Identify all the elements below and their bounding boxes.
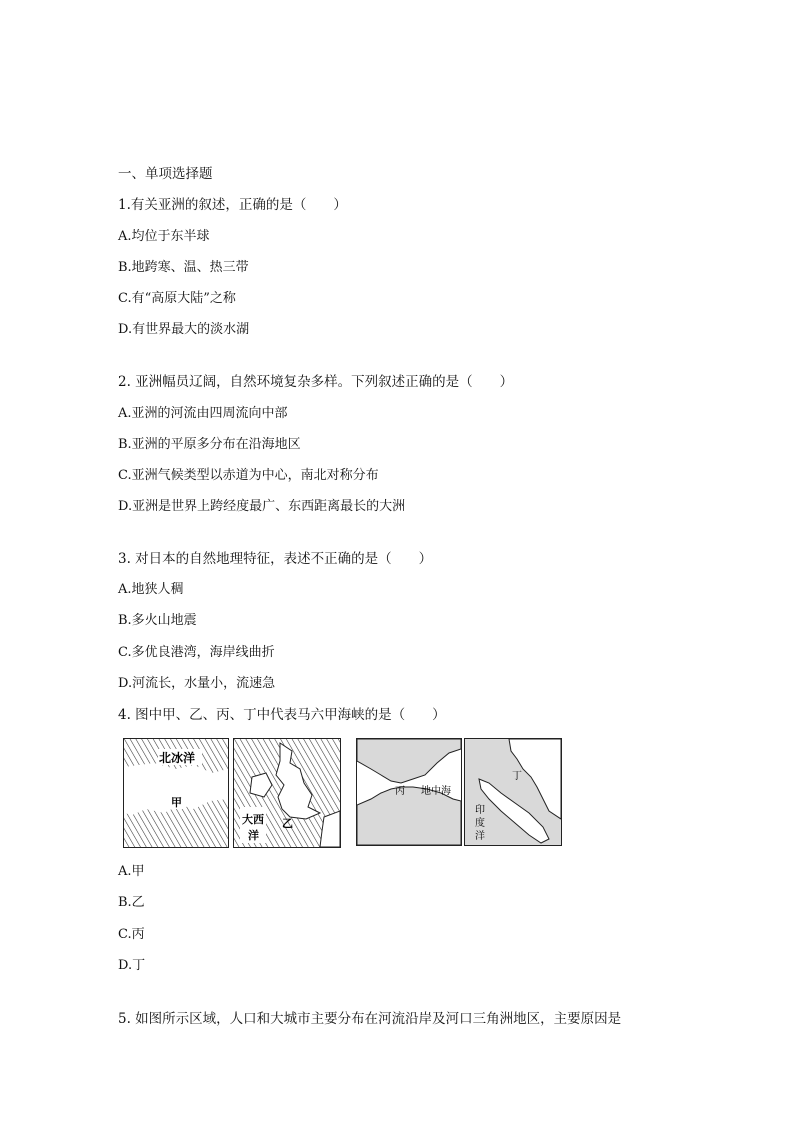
question-3-stem: 3. 对日本的自然地理特征，表述不正确的是（ ）: [118, 551, 433, 567]
map-4-sea-label-3: 洋: [475, 831, 485, 842]
q4-option-c[interactable]: C.丙: [118, 927, 145, 942]
q4-option-a[interactable]: A.甲: [118, 864, 145, 879]
map-2-atlantic: [233, 738, 341, 848]
q1-option-d[interactable]: D.有世界最大的淡水湖: [118, 322, 250, 337]
map-4-sea-label-1: 印: [475, 805, 485, 816]
q2-option-b[interactable]: B.亚洲的平原多分布在沿海地区: [118, 437, 301, 452]
q4-option-b[interactable]: B.乙: [118, 895, 145, 910]
map-2-point-label: 乙: [282, 817, 293, 830]
map-3-sea-label: 地中海: [421, 786, 451, 797]
map-1-point-label: 甲: [171, 796, 182, 809]
map-2-sea-label-1: 大西: [242, 813, 264, 826]
q3-option-d[interactable]: D.河流长，水量小，流速急: [118, 676, 276, 691]
q1-option-a[interactable]: A.均位于东半球: [118, 229, 210, 244]
map-4-point-label: 丁: [512, 771, 522, 782]
q2-option-c[interactable]: C.亚洲气候类型以赤道为中心，南北对称分布: [118, 468, 379, 483]
q1-option-c[interactable]: C.有“高原大陆”之称: [118, 291, 236, 306]
map-2-sea-label-2: 洋: [248, 829, 259, 842]
map-4-indian-ocean: [464, 738, 562, 846]
map-3-point-label: 丙: [395, 786, 405, 797]
q3-option-a[interactable]: A.地狭人稠: [118, 582, 184, 597]
map-1-arctic: [123, 738, 229, 848]
question-4-stem: 4. 图中甲、乙、丙、丁中代表马六甲海峡的是（ ）: [118, 707, 446, 723]
q3-option-b[interactable]: B.多火山地震: [118, 613, 197, 628]
map-3-mediterranean: [356, 738, 462, 846]
q2-option-a[interactable]: A.亚洲的河流由四周流向中部: [118, 406, 288, 421]
map-4-sea-label-2: 度: [475, 818, 485, 829]
question-1-stem: 1.有关亚洲的叙述，正确的是（ ）: [118, 197, 347, 213]
section-title: 一、单项选择题: [118, 166, 213, 182]
q4-option-d[interactable]: D.丁: [118, 958, 146, 973]
map-1-sea-label: 北冰洋: [159, 751, 196, 765]
question-5-stem: 5. 如图所示区域，人口和大城市主要分布在河流沿岸及河口三角洲地区，主要原因是: [118, 1011, 622, 1027]
q2-option-d[interactable]: D.亚洲是世界上跨经度最广、东西距离最长的大洲: [118, 499, 406, 514]
q1-option-b[interactable]: B.地跨寒、温、热三带: [118, 260, 249, 275]
q3-option-c[interactable]: C.多优良港湾，海岸线曲折: [118, 645, 275, 660]
question-2-stem: 2. 亚洲幅员辽阔，自然环境复杂多样。下列叙述正确的是（ ）: [118, 374, 514, 390]
